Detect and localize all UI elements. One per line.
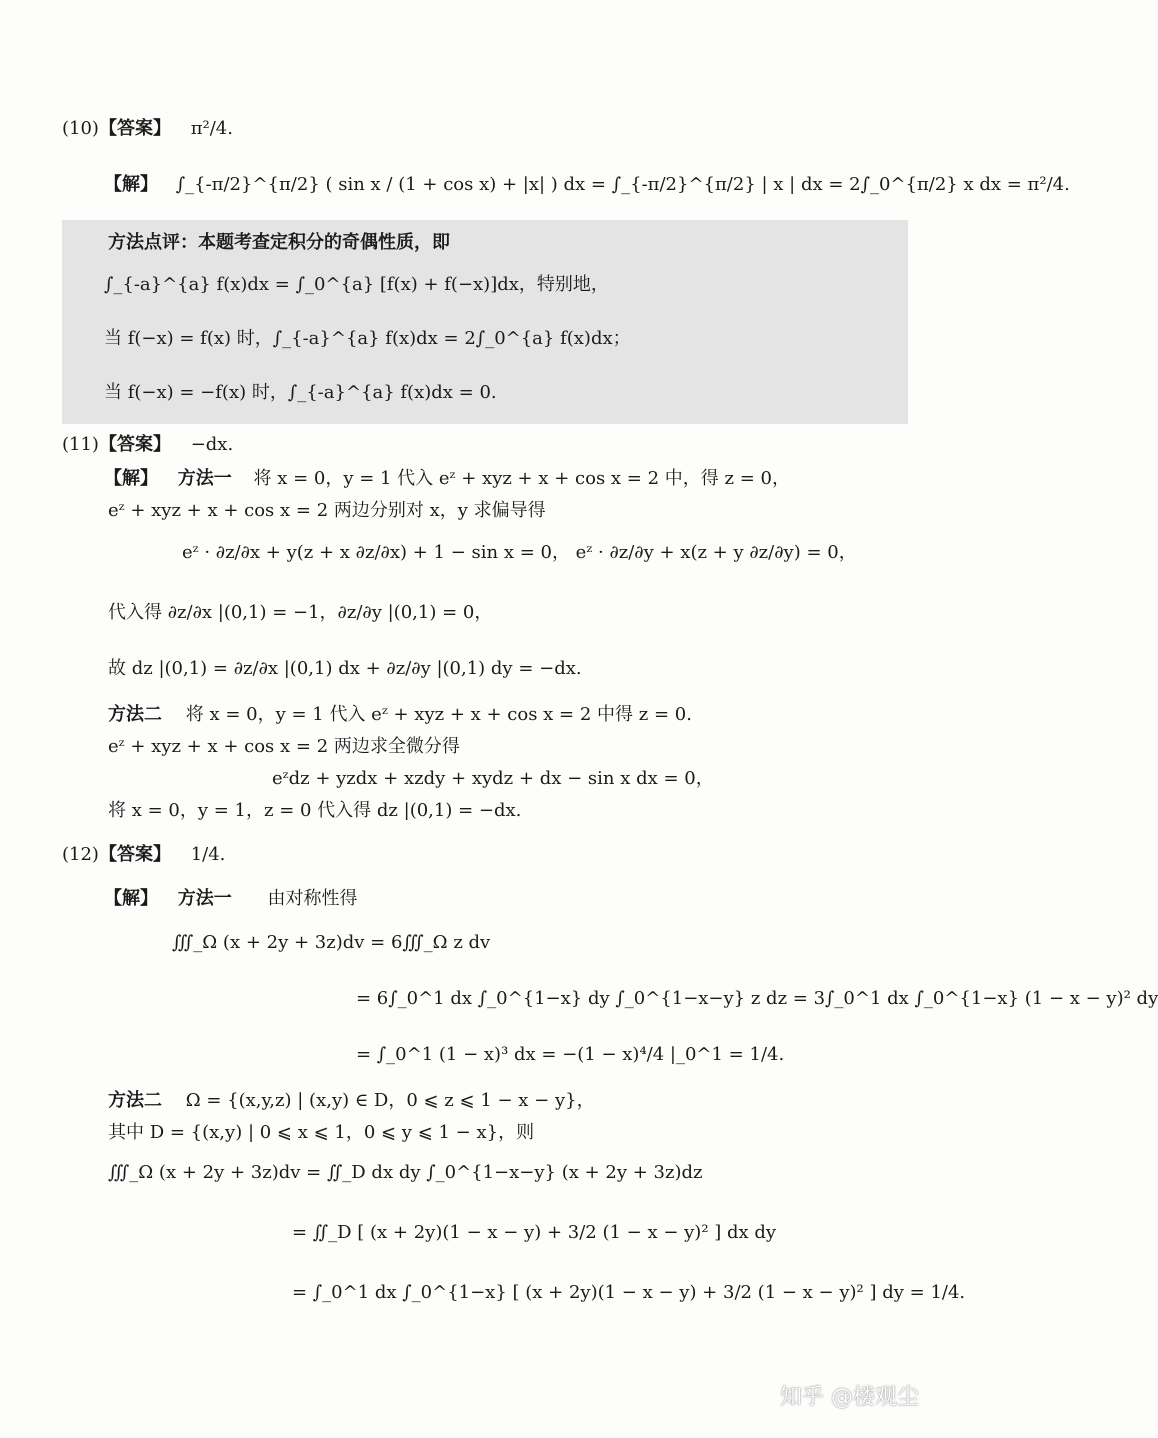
q12-m2-line-4: = ∬_D [ (x + 2y)(1 − x − y) + 3/2 (1 − x − y)² ] dx dy — [292, 1222, 777, 1243]
q12-m1-line-2: = 6∫_0^1 dx ∫_0^{1−x} dy ∫_0^{1−x−y} z dz = 3∫_0^1 dx ∫_0^{1−x} (1 − x − y)² dy — [356, 988, 1158, 1009]
q11-m1-label: 方法一 — [177, 468, 232, 489]
q11-m1-line-4: 代入得 ∂z/∂x |(0,1) = −1，∂z/∂y |(0,1) = 0， — [108, 602, 493, 623]
q11-m1-text: 将 x = 0，y = 1 代入 eᶻ + xyz + x + cos x = 2 中，得 z = 0， — [253, 468, 790, 489]
q10-number: (10) — [62, 118, 99, 139]
q10-solution — [104, 172, 1070, 198]
q12-m2-line-1 — [108, 1088, 595, 1114]
q11-m2-line-4: 将 x = 0，y = 1，z = 0 代入得 dz |(0,1) = −dx. — [108, 800, 522, 821]
q11-m1-line-5: 故 dz |(0,1) = ∂z/∂x |(0,1) dx + ∂z/∂y |(0,1) dy = −dx. — [108, 658, 582, 679]
q10-solution-tag: 【解】 — [104, 174, 158, 195]
q12-m1-label: 方法一 — [177, 888, 232, 909]
q11-m1-line-3: eᶻ · ∂z/∂x + y(z + x ∂z/∂x) + 1 − sin x = 0， eᶻ · ∂z/∂y + x(z + y ∂z/∂y) = 0， — [182, 542, 857, 563]
q12-m2-label: 方法二 — [108, 1090, 162, 1111]
q12-m1-line-3: = ∫_0^1 (1 − x)³ dx = −(1 − x)⁴/4 |_0^1 = 1/4. — [356, 1044, 785, 1065]
q10-comment-line-2: 当 f(−x) = f(x) 时，∫_{-a}^{a} f(x)dx = 2∫_0^{a} f(x)dx； — [104, 328, 631, 349]
q11-m2-line-1 — [108, 702, 692, 728]
q10-comment-line-3: 当 f(−x) = −f(x) 时，∫_{-a}^{a} f(x)dx = 0. — [104, 382, 497, 403]
q11-header — [62, 432, 233, 458]
q10-comment-title: 方法点评：本题考查定积分的奇偶性质，即 — [108, 232, 450, 253]
q10-answer: π²/4. — [190, 118, 233, 139]
q11-m2-line-3: eᶻdz + yzdx + xzdy + xydz + dx − sin x dx = 0， — [272, 768, 714, 789]
q10-comment-line-1: ∫_{-a}^{a} f(x)dx = ∫_0^{a} [f(x) + f(−x)]dx，特别地， — [104, 274, 609, 295]
q12-m1-line-1: ∭_Ω (x + 2y + 3z)dv = 6∭_Ω z dv — [172, 932, 491, 953]
q12-m2-line-5: = ∫_0^1 dx ∫_0^{1−x} [ (x + 2y)(1 − x − y) + 3/2 (1 − x − y)² ] dy = 1/4. — [292, 1282, 966, 1303]
q10-solution-text: ∫_{-π/2}^{π/2} ( sin x / (1 + cos x) + |x| ) dx = ∫_{-π/2}^{π/2} | x | dx = 2∫_0^{π/2} x dx = π²/4. — [175, 174, 1070, 195]
q10-answer-tag: 【答案】 — [98, 118, 171, 139]
q11-m1-line-1 — [104, 466, 790, 492]
q12-number: (12) — [62, 844, 99, 865]
q12-m2-line-3: ∭_Ω (x + 2y + 3z)dv = ∬_D dx dy ∫_0^{1−x−y} (x + 2y + 3z)dz — [108, 1162, 703, 1183]
q11-m2-line-2: eᶻ + xyz + x + cos x = 2 两边求全微分得 — [108, 736, 460, 757]
q11-number: (11) — [62, 434, 99, 455]
q10-header — [62, 116, 233, 142]
q12-answer: 1/4. — [190, 844, 226, 865]
q11-m2-text: 将 x = 0，y = 1 代入 eᶻ + xyz + x + cos x = 2 中得 z = 0. — [185, 704, 692, 725]
q12-m2-line-2: 其中 D = {(x,y) | 0 ⩽ x ⩽ 1，0 ⩽ y ⩽ 1 − x}，则 — [108, 1122, 535, 1143]
q12-m1-intro-line — [104, 886, 357, 912]
q12-m1-intro: 由对称性得 — [267, 888, 358, 909]
q12-answer-tag: 【答案】 — [98, 844, 171, 865]
q12-m2-text: Ω = {(x,y,z) | (x,y) ∈ D，0 ⩽ z ⩽ 1 − x − y}， — [185, 1090, 595, 1111]
q11-m2-label: 方法二 — [108, 704, 162, 725]
q12-solution-tag: 【解】 — [104, 888, 158, 909]
q11-solution-tag: 【解】 — [104, 468, 158, 489]
zhihu-watermark: 知乎 @楼观尘 — [780, 1385, 919, 1410]
q11-answer: −dx. — [190, 434, 234, 455]
q11-m1-line-2: eᶻ + xyz + x + cos x = 2 两边分别对 x，y 求偏导得 — [108, 500, 546, 521]
q12-header — [62, 842, 225, 868]
q11-answer-tag: 【答案】 — [98, 434, 171, 455]
